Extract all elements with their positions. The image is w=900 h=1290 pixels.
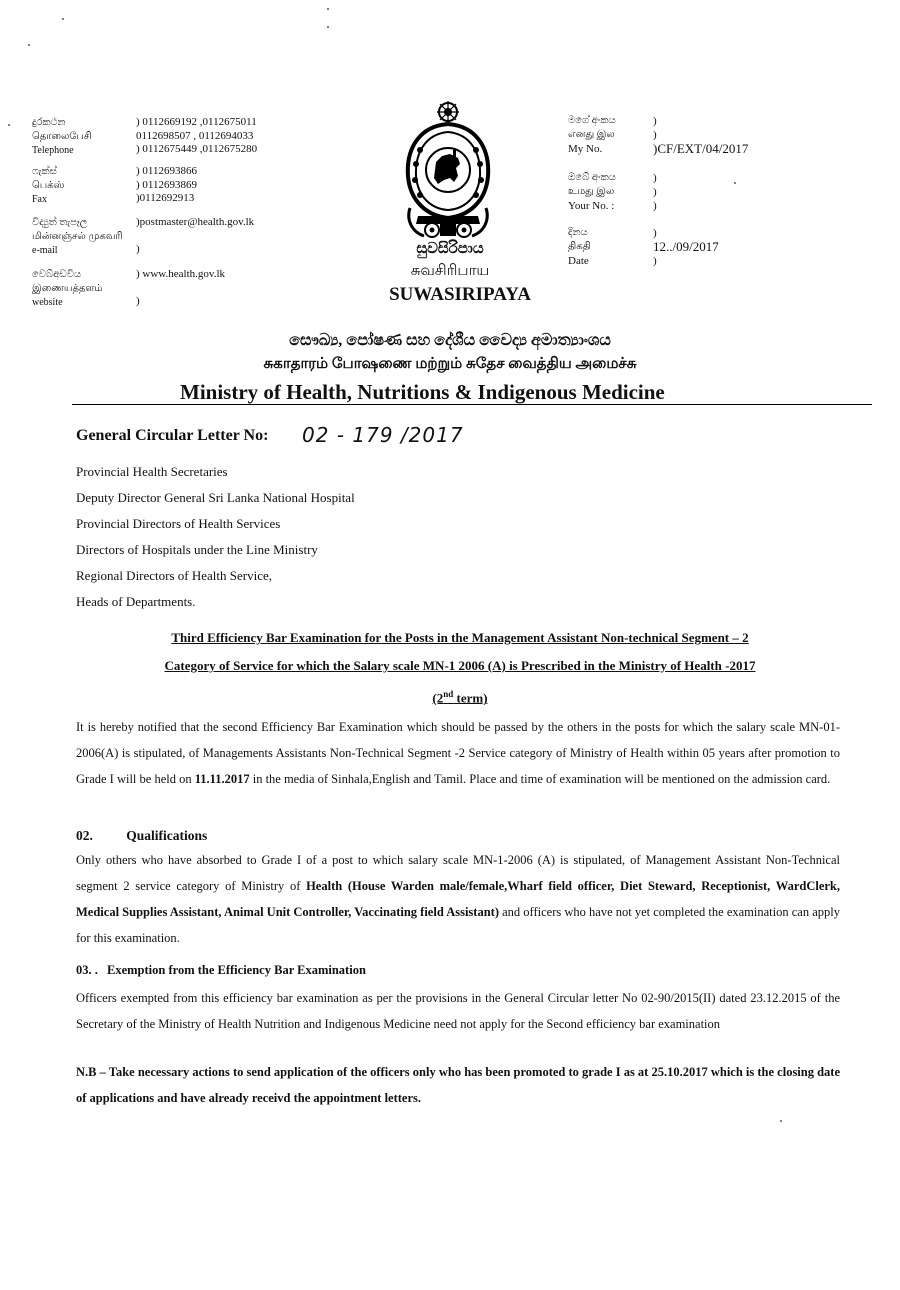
- your-no-label-ta: உமது இல: [568, 186, 615, 197]
- telephone-value-1: ) 0112669192 ,0112675011: [136, 116, 257, 128]
- addressee-item: Heads of Departments.: [76, 594, 196, 609]
- date-value-3: ): [653, 255, 657, 267]
- circular-number: 02 - 179 /2017: [302, 423, 464, 447]
- circular-label: General Circular Letter No:: [76, 427, 269, 444]
- my-no-value-3: )CF/EXT/04/2017: [653, 141, 749, 156]
- header-divider: [72, 404, 872, 405]
- date-value-2: 12../09/2017: [653, 239, 719, 254]
- nb-note: N.B – Take necessary actions to send application of the officers only who has been promoted to grade I as at 25.10.2017 which is the closing date of applications and have already receivd the appointment letters.: [76, 1065, 841, 1105]
- date-label-ta: திகதி: [568, 241, 591, 252]
- addressee-item: Directors of Hospitals under the Line Ministry: [76, 542, 318, 557]
- addressee-item: Provincial Health Secretaries: [76, 464, 228, 479]
- suwasiripaya-english: SUWASIRIPAYA: [389, 284, 531, 305]
- telephone-label-si: දුරකථන: [32, 117, 66, 128]
- section-3-number: 03. .: [76, 963, 98, 977]
- fax-value-2: ) 0112693869: [136, 178, 198, 191]
- section-3-paragraph: Officers exempted from this efficiency bar examination as per the provisions in the General Circular letter No 02-90/2015(II) dated 23.12.2015 of the Secretary of the Ministry of Health Nutrition and Indigenous Medicine need not apply for the Second efficiency bar examination: [76, 991, 840, 1031]
- subject-line-3: [60, 680, 860, 712]
- subject-heading: [60, 624, 860, 712]
- telephone-label-ta: தொலைபேசி: [32, 131, 92, 142]
- addressee-list: [76, 459, 355, 615]
- email-value-1: )postmaster@health.gov.lk: [136, 216, 255, 228]
- scan-speck: [327, 8, 329, 10]
- section-2-number: 02.: [76, 828, 93, 843]
- suwasiripaya-tamil: சுவசிரிபாய: [410, 263, 490, 279]
- fax-label-en: Fax: [32, 194, 47, 205]
- my-no-value-2: ): [653, 129, 657, 141]
- subject-term-sup: nd: [443, 689, 454, 699]
- section-2-posts: Health (House Warden male/female,Wharf field officer, Diet Steward, Receptionist, WardClerk, Medical Supplies Assistant, Animal Unit Controller, Vaccinating field Assistant): [76, 879, 840, 919]
- scan-speck: [734, 182, 736, 184]
- my-no-label-en: My No.: [568, 143, 603, 155]
- website-label-ta: இணையத்தளம்: [32, 283, 103, 294]
- subject-term-pre: (2: [432, 690, 444, 706]
- scan-speck: [62, 18, 64, 20]
- your-no-value-1: ): [653, 172, 657, 184]
- email-label-ta: மின்னஞ்சல் முகவரி: [32, 231, 123, 242]
- sri-lanka-emblem-icon: [398, 98, 498, 240]
- email-label-en: e-mail: [32, 245, 58, 256]
- my-no-label-si: මගේ අංකය: [568, 115, 616, 126]
- website-label-en: website: [32, 297, 63, 308]
- email-value-3: ): [136, 242, 140, 255]
- my-no-value-1: ): [653, 115, 657, 127]
- intro-text-2: in the media of Sinhala,English and Tamil. Place and time of examination will be mentioned on the admission card.: [249, 772, 831, 786]
- your-no-value-3: ): [653, 200, 657, 212]
- intro-paragraph: [76, 714, 840, 792]
- addressee-item: Provincial Directors of Health Services: [76, 516, 281, 531]
- fax-value-1: ) 0112693866: [136, 165, 198, 177]
- ministry-name-english: Ministry of Health, Nutritions & Indigenous Medicine: [180, 380, 665, 404]
- your-no-label-si: ඔබේ අංකය: [568, 172, 616, 183]
- scan-speck: [327, 26, 329, 28]
- section-2-title: Qualifications: [126, 828, 208, 843]
- ministry-name-tamil: சுகாதாரம் போஷணை மற்றும் சுதேச வைத்திய அமைச்சு: [263, 356, 637, 372]
- scan-speck: [8, 124, 10, 126]
- section-2-heading: [76, 828, 207, 844]
- your-no-label-en: Your No. :: [568, 200, 615, 212]
- addressee-item: Deputy Director General Sri Lanka National Hospital: [76, 490, 355, 505]
- section-3-title: Exemption from the Efficiency Bar Examination: [107, 963, 366, 977]
- ministry-name-sinhala: සෞඛ්‍ය, පෝෂණ සහ දේශීය වෛද්‍ය අමාත්‍යාංශය: [289, 332, 611, 349]
- fax-label-si: ෆැක්ස්: [32, 166, 57, 177]
- subject-term-post: term): [453, 690, 488, 706]
- your-no-value-2: ): [653, 186, 657, 198]
- section-2-text-b: and officers who have not yet completed the examination can apply for this examination.: [76, 905, 840, 945]
- subject-line-2: Category of Service for which the Salary scale MN-1 2006 (A) is Prescribed in the Ministry of Health -2017: [164, 658, 756, 673]
- email-label-si: විද්‍යුත් තැපෑල: [32, 217, 88, 228]
- date-label-en: Date: [568, 255, 589, 267]
- fax-value-3: )0112692913: [136, 192, 195, 204]
- scan-speck: [780, 1120, 782, 1122]
- fax-label-ta: பெக்ஸ்: [32, 180, 65, 191]
- suwasiripaya-sinhala: සුවසිරිපාය: [416, 241, 484, 257]
- telephone-label-en: Telephone: [32, 145, 74, 156]
- section-3-heading: [76, 963, 366, 978]
- website-value-3: ): [136, 294, 140, 307]
- subject-line-1: Third Efficiency Bar Examination for the Posts in the Management Assistant Non-technical Segment – 2: [171, 630, 749, 645]
- my-no-label-ta: எனது இல: [568, 129, 615, 140]
- telephone-value-2: 0112698507 , 0112694033: [136, 129, 254, 142]
- telephone-value-3: ) 0112675449 ,0112675280: [136, 143, 258, 155]
- exam-date: 11.11.2017: [194, 772, 250, 786]
- website-value-1: ) www.health.gov.lk: [136, 268, 225, 280]
- addressee-item: Regional Directors of Health Service,: [76, 568, 273, 583]
- section-2-paragraph: [76, 847, 840, 951]
- section-2-text-a: Only others who have absorbed to Grade I of a post to which salary scale MN-1-2006 (A) is stipulated, of Management Assistant Non-Technical segment 2 service category of Ministry of: [76, 853, 840, 893]
- date-label-si: දිනය: [568, 227, 588, 238]
- date-value-1: ): [653, 227, 657, 239]
- website-label-si: වෙබ්අඩවිය: [32, 269, 82, 280]
- scan-speck: [28, 44, 30, 46]
- intro-text-1: It is hereby notified that the second Efficiency Bar Examination which should be passed by the others in the posts for which the salary scale MN-01-2006(A) is stipulated, of Managements Assistants Non-Technical Segment -2 Service category of Ministry of Health within 05 years after promotion to Grade I will be held on: [76, 720, 840, 786]
